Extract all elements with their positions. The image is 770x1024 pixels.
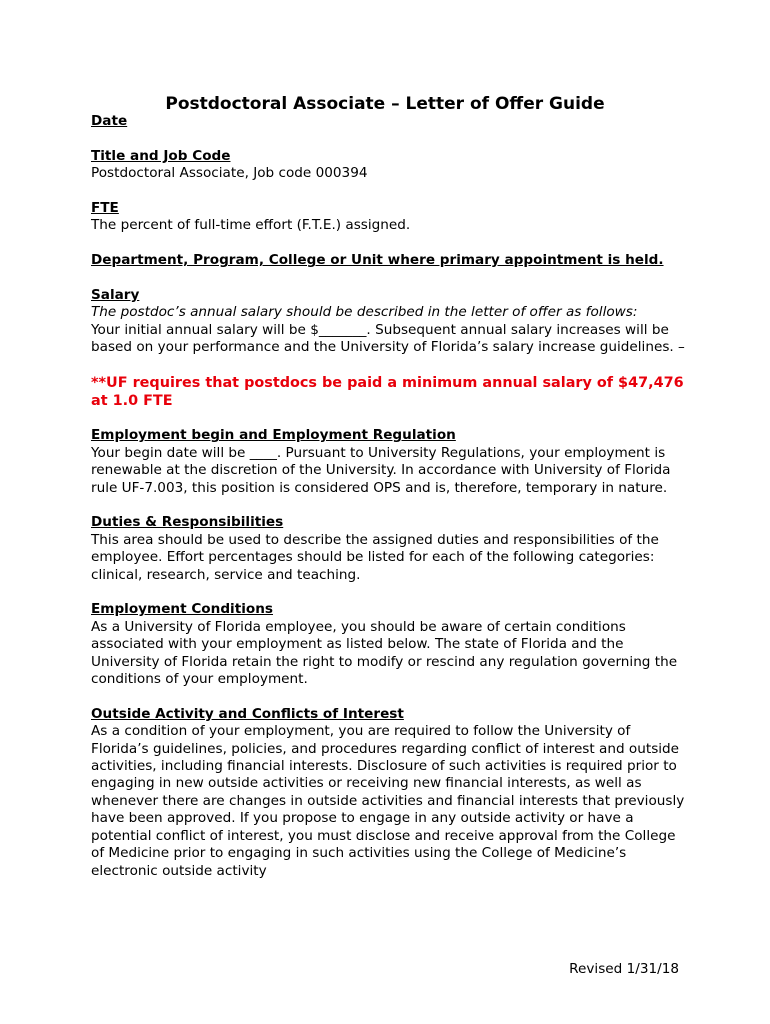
date-heading: Date bbox=[91, 113, 128, 129]
fte-heading: FTE bbox=[91, 200, 119, 216]
revision-date: Revised 1/31/18 bbox=[569, 961, 679, 977]
conditions-section bbox=[91, 601, 691, 688]
fte-text: The percent of full-time effort (F.T.E.) assigned. bbox=[91, 217, 411, 234]
conditions-heading: Employment Conditions bbox=[91, 601, 273, 618]
salary-intro: The postdoc’s annual salary should be described in the letter of offer as follows: bbox=[91, 304, 638, 321]
salary-text: Your initial annual salary will be $_______. Subsequent annual salary increases will be based on your performance and the University of Florida’s salary increase guidelines. – bbox=[91, 321, 685, 356]
outside-activity-text: As a condition of your employment, you are required to follow the University of Florida’s guidelines, policies, and procedures regarding conflict of interest and outside activities, including financial interests. Disclosure of such activities is required prior to engaging in new outside activities or receiving new financial interests, as well as whenever there are changes in outside activities and financial interests that previously have been approved. If you propose to engage in any outside activity or have a potential conflict of interest, you must disclose and receive approval from the College of Medicine prior to engaging in such activities using the College of Medicine’s electronic outside activity bbox=[91, 723, 685, 879]
outside-activity-section bbox=[91, 706, 691, 880]
title-job-code-section bbox=[91, 148, 691, 183]
document-title: Postdoctoral Associate – Letter of Offer Guide bbox=[165, 94, 605, 114]
conditions-text: As a University of Florida employee, you should be aware of certain conditions associated with your employment as listed below. The state of Florida and the University of Florida retain the right to modify or rescind any regulation governing the conditions of your employment. bbox=[91, 618, 678, 688]
duties-section bbox=[91, 514, 691, 584]
department-heading: Department, Program, College or Unit where primary appointment is held. bbox=[91, 252, 664, 269]
salary-minimum-note: **UF requires that postdocs be paid a minimum annual salary of $47,476 at 1.0 FTE bbox=[91, 375, 684, 410]
fte-section bbox=[91, 200, 691, 235]
salary-heading: Salary bbox=[91, 287, 140, 303]
duties-heading: Duties & Responsibilities bbox=[91, 514, 284, 531]
salary-section bbox=[91, 287, 691, 357]
department-section bbox=[91, 252, 691, 269]
document-body bbox=[91, 113, 691, 897]
outside-activity-heading: Outside Activity and Conflicts of Interest bbox=[91, 705, 404, 722]
employment-heading: Employment begin and Employment Regulation bbox=[91, 427, 456, 444]
duties-text: This area should be used to describe the assigned duties and responsibilities of the employee. Effort percentages should be listed for each of the following categories: clinical, research, service and teaching. bbox=[91, 531, 659, 583]
date-section bbox=[91, 113, 691, 130]
employment-section bbox=[91, 427, 691, 497]
employment-text: Your begin date will be ____. Pursuant to University Regulations, your employment is renewable at the discretion of the University. In accordance with University of Florida rule UF-7.003, this position is considered OPS and is, therefore, temporary in nature. bbox=[91, 444, 671, 496]
title-job-code-text: Postdoctoral Associate, Job code 000394 bbox=[91, 165, 368, 182]
title-job-code-heading: Title and Job Code bbox=[91, 147, 231, 164]
